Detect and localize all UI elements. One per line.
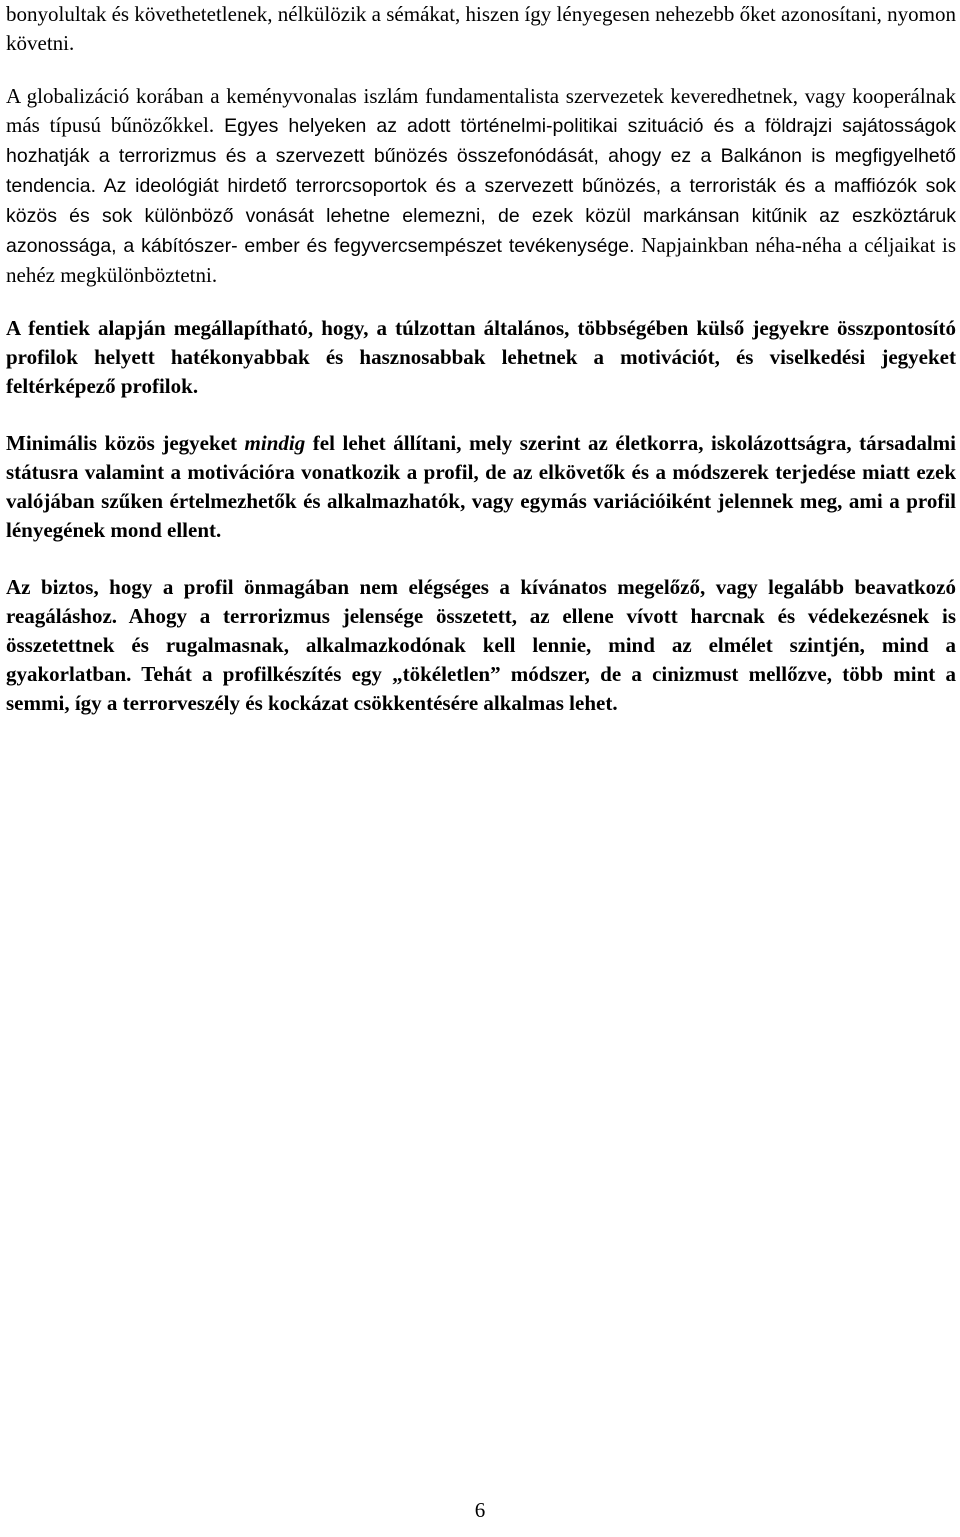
- paragraph-2-part1: A globalizáció korában a keményvonalas iszlám fundamentalista szervezetek keveredhetnek, vagy kooperálnak más típusú bűnözőkkel.: [6, 84, 956, 137]
- paragraph-4-after: fel lehet állítani, mely szerint az életkorra, iskolázottságra, társadalmi státusra valamint a motivációra vonatkozik a profil, de az elkövetők és a módszerek terjedése miatt ezek valójában szűken értelmezhetők és alkalmazhatók, vagy egymás variációiként jelennek meg, ami a profil lényegének mond ellent.: [6, 431, 956, 542]
- paragraph-5: [6, 573, 956, 718]
- paragraph-3-text: A fentiek alapján megállapítható, hogy, a túlzottan általános, többségében külső jegyekre összpontosító profilok helyett hatékonyabbak és hasznosabbak lehetnek a motivációt, és viselkedési jegyeket feltérképező profilok.: [6, 316, 956, 398]
- page-number: 6: [474, 1498, 486, 1522]
- paragraph-2: [6, 82, 956, 290]
- document-page: [6, 0, 956, 718]
- paragraph-5-text: Az biztos, hogy a profil önmagában nem elégséges a kívánatos megelőző, vagy legalább beavatkozó reagáláshoz. Ahogy a terrorizmus jelensége összetett, az ellene vívott harcnak és védekezésnek is összetettnek és rugalmasnak, alkalmazkodónak kell lennie, mind az elmélet szintjén, mind a gyakorlatban. Tehát a profilkészítés egy „tökéletlen” módszer, de a cinizmust mellőzve, több mint a semmi, így a terrorveszély és kockázat csökkentésére alkalmas lehet.: [6, 575, 956, 715]
- paragraph-2-part3: Napjainkban néha-néha a céljaikat is nehéz megkülönböztetni.: [6, 233, 956, 287]
- paragraph-4-italic: mindig: [244, 431, 306, 455]
- paragraph-4-before: Minimális közös jegyeket: [6, 431, 245, 455]
- paragraph-1-text: bonyolultak és követhetetlenek, nélkülözik a sémákat, hiszen így lényegesen nehezebb őket azonosítani, nyomon követni.: [6, 2, 956, 55]
- paragraph-1: [6, 0, 956, 58]
- paragraph-3: [6, 314, 956, 401]
- paragraph-2-part2: Egyes helyeken az adott történelmi-politikai szituáció és a földrajzi sajátosságok hozhatják a terrorizmus és a szervezett bűnözés összefonódását, ahogy ez a Balkánon is megfigyelhető tendencia. Az ideológiát hirdető terrorcsoportok és a szervezett bűnözés, a terroristák és a maffiózók sok közös és sok különböző vonását lehetne elemezni, de ezek közül markánsan kitűnik az eszköztáruk azonossága, a kábítószer- ember és fegyvercsempészet tevékenysége.: [6, 115, 956, 257]
- paragraph-4: [6, 429, 956, 545]
